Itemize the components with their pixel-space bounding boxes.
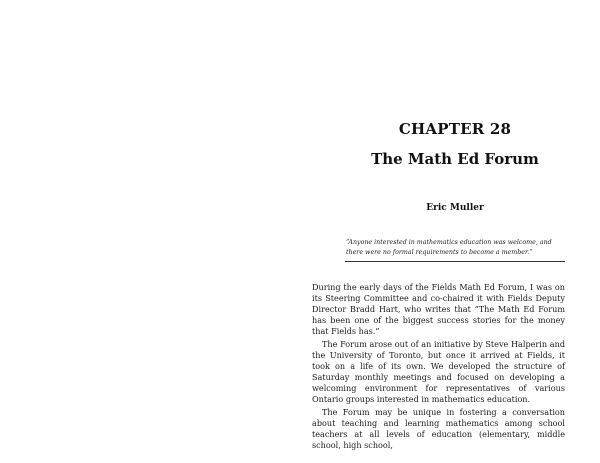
body-paragraph-2: The Forum arose out of an initiative by Steve Halperin and the University of Toronto, but once it arrived at Fields, it took on a life of its own. We developed the structure of Saturday monthly meetings and focused on developing a welcoming environment for representatives of various Ontario groups interested in mathematics education. <box>312 339 565 404</box>
chapter-body <box>312 282 565 453</box>
epigraph-divider <box>345 261 565 262</box>
chapter-title: The Math Ed Forum <box>371 150 539 168</box>
chapter-label: CHAPTER 28 <box>398 120 512 138</box>
body-paragraph-1: During the early days of the Fields Math Ed Forum, I was on its Steering Committee and co-chaired it with Fields Deputy Director Bradd Hart, who writes that “The Math Ed Forum has been one of the biggest success stories for the money that Fields has.” <box>312 282 565 336</box>
epigraph-quote: “Anyone interested in mathematics education was welcome, and there were no formal requirements to become a member.” <box>346 239 552 256</box>
body-paragraph-3: The Forum may be unique in fostering a conversation about teaching and learning mathematics among school teachers at all levels of education (elementary, middle school, high school, <box>312 407 565 450</box>
author-name: Eric Muller <box>426 203 484 213</box>
